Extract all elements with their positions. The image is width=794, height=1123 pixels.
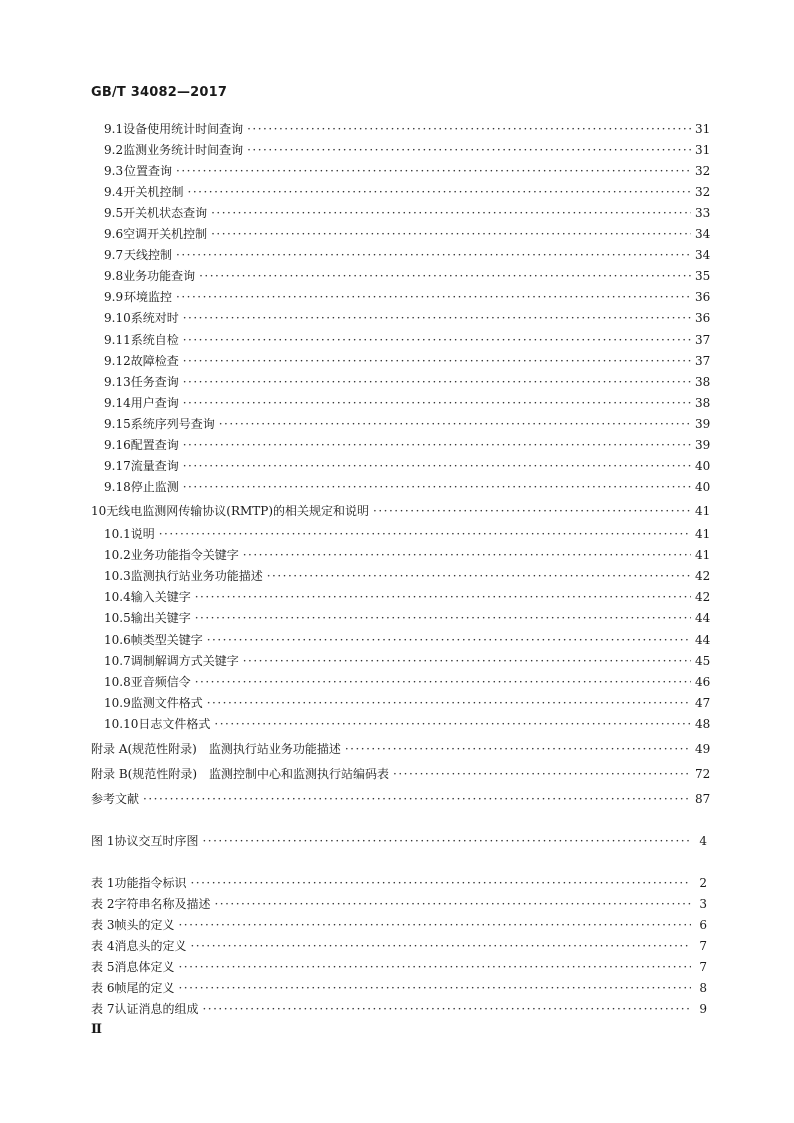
- toc-entry-title: 系统序列号查询: [130, 417, 215, 431]
- toc-entry-number: 10.6: [104, 633, 131, 647]
- toc-entry-title: 位置查询: [123, 164, 172, 178]
- toc-entry-section[interactable]: [104, 204, 711, 222]
- toc-entry-page: 39: [695, 417, 711, 431]
- leader-dots: [207, 694, 691, 712]
- leader-dots: [247, 120, 691, 138]
- leader-dots: [183, 457, 691, 475]
- toc-entry-page: 72: [695, 767, 711, 781]
- toc-entry-page: 41: [695, 527, 711, 541]
- toc-entry-title: 输出关键字: [130, 611, 191, 625]
- toc-entry-number: 9.15: [104, 417, 131, 431]
- toc-entry-title: 用户查询: [130, 396, 179, 410]
- toc-entry-page: 31: [695, 143, 711, 157]
- toc-entry-title: 天线控制: [123, 248, 172, 262]
- toc-entry-page: 42: [695, 590, 711, 604]
- toc-entry-title: 无线电监测网传输协议(RMTP)的相关规定和说明: [106, 504, 370, 518]
- toc-entry-number: 10: [91, 504, 107, 518]
- toc-entry-page: 34: [695, 248, 711, 262]
- toc-entry-section[interactable]: [104, 141, 711, 159]
- leader-dots: [202, 1000, 691, 1018]
- leader-dots: [195, 673, 691, 691]
- toc-entry-section[interactable]: [104, 183, 711, 201]
- leader-dots: [183, 394, 691, 412]
- leader-dots: [195, 609, 691, 627]
- toc-entry-number: 9.9: [104, 290, 124, 304]
- toc-entry-title: 任务查询: [130, 375, 179, 389]
- leader-dots: [178, 979, 691, 997]
- toc-entry-number: 9.2: [104, 143, 124, 157]
- toc-entry-page: 32: [695, 164, 711, 178]
- toc-entry-number: 10.3: [104, 569, 131, 583]
- toc-entry-number: 9.7: [104, 248, 124, 262]
- toc-entry-page: 37: [695, 354, 711, 368]
- leader-dots: [211, 204, 691, 222]
- toc-entry-number: 9.10: [104, 311, 131, 325]
- toc-entry-page: 38: [695, 375, 711, 389]
- toc-entry-section[interactable]: [104, 525, 711, 543]
- toc-entry-page: 42: [695, 569, 711, 583]
- toc-entry-page: 38: [695, 396, 711, 410]
- toc-entry-title: 消息头的定义: [114, 939, 187, 953]
- toc-entry-title: 业务功能指令关键字: [130, 548, 239, 562]
- toc-entry-page: 36: [695, 311, 711, 325]
- toc-entry-number: 表 1: [91, 876, 115, 890]
- toc-entry-page: 36: [695, 290, 711, 304]
- toc-entry-page: 2: [699, 876, 707, 890]
- toc-entry-number: 10.9: [104, 696, 131, 710]
- leader-dots: [195, 588, 691, 606]
- leader-dots: [190, 874, 691, 892]
- toc-entry-section[interactable]: [104, 120, 711, 138]
- leader-dots: [345, 740, 691, 758]
- toc-entry-number: 9.13: [104, 375, 131, 389]
- leader-dots: [183, 331, 691, 349]
- toc-entry-title: 帧尾的定义: [114, 981, 175, 995]
- leader-dots: [214, 715, 691, 733]
- toc-entry-title: 协议交互时序图: [114, 834, 199, 848]
- toc-entry-title: 调制解调方式关键字: [130, 654, 239, 668]
- toc-entry-title: 设备使用统计时间查询: [123, 122, 244, 136]
- toc-entry-title: 参考文献: [91, 792, 140, 806]
- toc-entry-page: 9: [699, 1002, 707, 1016]
- toc-entry-section[interactable]: [104, 436, 711, 454]
- toc-entry-page: 48: [695, 717, 711, 731]
- toc-entry-number: 10.2: [104, 548, 131, 562]
- toc-entry-title: (规范性附录) 监测控制中心和监测执行站编码表: [127, 767, 390, 781]
- leader-dots: [176, 246, 691, 264]
- toc-entry-page: 45: [695, 654, 711, 668]
- toc-entry-number: 9.12: [104, 354, 131, 368]
- leader-dots: [143, 790, 691, 808]
- toc-entry-number: 9.5: [104, 206, 124, 220]
- toc-entry-title: 日志文件格式: [138, 717, 211, 731]
- leader-dots: [183, 309, 691, 327]
- toc-entry-section[interactable]: [104, 267, 711, 285]
- toc-entry-title: 输入关键字: [130, 590, 191, 604]
- toc-entry-number: 10.1: [104, 527, 131, 541]
- toc-entry-number: 表 2: [91, 897, 115, 911]
- toc-entry-title: 停止监测: [130, 480, 179, 494]
- toc-entry-title: 流量查询: [130, 459, 179, 473]
- leader-dots: [211, 225, 691, 243]
- toc-entry-title: 开关机状态查询: [123, 206, 208, 220]
- toc-entry-title: 消息体定义: [114, 960, 175, 974]
- toc-entry-title: 功能指令标识: [114, 876, 187, 890]
- toc-entry-number: 10.8: [104, 675, 131, 689]
- toc-entry-section[interactable]: [104, 694, 711, 712]
- toc-entry-chapter[interactable]: [91, 502, 711, 520]
- toc-entry-section[interactable]: [104, 457, 711, 475]
- toc-entry-number: 表 5: [91, 960, 115, 974]
- toc-entry-section[interactable]: [104, 309, 711, 327]
- toc-entry-page: 46: [695, 675, 711, 689]
- toc-entry-page: 40: [695, 480, 711, 494]
- leader-dots: [373, 502, 691, 520]
- toc-entry-table[interactable]: [91, 916, 707, 934]
- toc-entry-table[interactable]: [91, 895, 707, 913]
- leader-dots: [188, 183, 691, 201]
- toc-entry-title: 空调开关机控制: [123, 227, 208, 241]
- toc-entry-page: 35: [695, 269, 711, 283]
- toc-entry-section[interactable]: [104, 588, 711, 606]
- toc-entry-title: 配置查询: [130, 438, 179, 452]
- toc-entry-page: 41: [695, 504, 711, 518]
- toc-entry-table[interactable]: [91, 958, 707, 976]
- toc-entry-number: 9.17: [104, 459, 131, 473]
- leader-dots: [183, 436, 691, 454]
- toc-entry-page: 47: [695, 696, 711, 710]
- toc-entry-title: 说明: [130, 527, 155, 541]
- toc-entry-page: 37: [695, 333, 711, 347]
- toc-entry-section[interactable]: [104, 162, 711, 180]
- toc-entry-appendix[interactable]: [91, 765, 711, 783]
- toc-entry-title: 系统对时: [130, 311, 179, 325]
- leader-dots: [214, 895, 691, 913]
- toc-entry-page: 39: [695, 438, 711, 452]
- toc-entry-number: 9.4: [104, 185, 124, 199]
- toc-entry-page: 6: [699, 918, 707, 932]
- toc-entry-table[interactable]: [91, 874, 707, 892]
- toc-entry-page: 7: [699, 939, 707, 953]
- toc-entry-section[interactable]: [104, 652, 711, 670]
- toc-entry-title: 监测文件格式: [130, 696, 203, 710]
- leader-dots: [219, 415, 691, 433]
- toc-entry-number: 附录 A: [91, 742, 128, 756]
- toc-entry-page: 31: [695, 122, 711, 136]
- document-code: GB/T 34082—2017: [91, 85, 228, 100]
- leader-dots: [159, 525, 691, 543]
- toc-entry-section[interactable]: [104, 331, 711, 349]
- leader-dots: [178, 958, 691, 976]
- toc-entry-section[interactable]: [104, 225, 711, 243]
- toc-entry-section[interactable]: [104, 715, 711, 733]
- toc-entry-page: 40: [695, 459, 711, 473]
- toc-entry-title: 业务功能查询: [123, 269, 196, 283]
- toc-entry-number: 图 1: [91, 834, 115, 848]
- toc-entry-section[interactable]: [104, 567, 711, 585]
- toc-entry-title: 故障检查: [130, 354, 179, 368]
- toc-entry-section[interactable]: [104, 373, 711, 391]
- toc-entry-page: 7: [699, 960, 707, 974]
- toc-entry-title: 系统自检: [130, 333, 179, 347]
- toc-entry-number: 10.7: [104, 654, 131, 668]
- toc-entry-title: 帧类型关键字: [130, 633, 203, 647]
- toc-entry-table[interactable]: [91, 1000, 707, 1018]
- toc-entry-section[interactable]: [104, 246, 711, 264]
- toc-entry-page: 87: [695, 792, 711, 806]
- toc-entry-number: 9.1: [104, 122, 124, 136]
- leader-dots: [183, 478, 691, 496]
- toc-entry-page: 44: [695, 611, 711, 625]
- toc-entry-number: 9.18: [104, 480, 131, 494]
- leader-dots: [243, 546, 691, 564]
- toc-entry-table[interactable]: [91, 937, 707, 955]
- toc-entry-number: 表 6: [91, 981, 115, 995]
- toc-entry-section[interactable]: [104, 546, 711, 564]
- toc-entry-title: (规范性附录) 监测执行站业务功能描述: [127, 742, 341, 756]
- toc-entry-page: 32: [695, 185, 711, 199]
- toc-entry-title: 认证消息的组成: [114, 1002, 199, 1016]
- toc-entry-references[interactable]: [91, 790, 711, 808]
- toc-entry-figure[interactable]: [91, 832, 707, 850]
- toc-entry-title: 监测业务统计时间查询: [123, 143, 244, 157]
- leader-dots: [199, 267, 691, 285]
- leader-dots: [183, 352, 691, 370]
- toc-entry-section[interactable]: [104, 609, 711, 627]
- leader-dots: [267, 567, 691, 585]
- toc-entry-page: 34: [695, 227, 711, 241]
- toc-entry-number: 表 4: [91, 939, 115, 953]
- toc-entry-number: 10.5: [104, 611, 131, 625]
- leader-dots: [243, 652, 691, 670]
- toc-entry-page: 33: [695, 206, 711, 220]
- toc-entry-section[interactable]: [104, 352, 711, 370]
- toc-entry-title: 环境监控: [123, 290, 172, 304]
- toc-entry-section[interactable]: [104, 288, 711, 306]
- page-number: Ⅱ: [91, 1022, 102, 1037]
- toc-entry-number: 表 3: [91, 918, 115, 932]
- leader-dots: [176, 288, 691, 306]
- toc-entry-number: 10.4: [104, 590, 131, 604]
- toc-entry-title: 监测执行站业务功能描述: [130, 569, 263, 583]
- leader-dots: [207, 631, 691, 649]
- leader-dots: [190, 937, 691, 955]
- toc-entry-section[interactable]: [104, 631, 711, 649]
- toc-entry-number: 10.10: [104, 717, 139, 731]
- toc-entry-number: 9.11: [104, 333, 131, 347]
- toc-entry-title: 开关机控制: [123, 185, 184, 199]
- toc-entry-page: 3: [699, 897, 707, 911]
- toc-entry-number: 9.6: [104, 227, 124, 241]
- toc-entry-page: 4: [699, 834, 707, 848]
- toc-entry-page: 8: [699, 981, 707, 995]
- leader-dots: [202, 832, 691, 850]
- leader-dots: [183, 373, 691, 391]
- leader-dots: [178, 916, 691, 934]
- toc-entry-number: 9.8: [104, 269, 124, 283]
- toc-entry-appendix[interactable]: [91, 740, 711, 758]
- toc-entry-number: 附录 B: [91, 767, 128, 781]
- toc-entry-page: 41: [695, 548, 711, 562]
- leader-dots: [247, 141, 691, 159]
- toc-entry-section[interactable]: [104, 478, 711, 496]
- toc-entry-title: 亚音频信令: [130, 675, 191, 689]
- toc-entry-section[interactable]: [104, 673, 711, 691]
- toc-entry-number: 表 7: [91, 1002, 115, 1016]
- toc-entry-page: 49: [695, 742, 711, 756]
- toc-entry-title: 帧头的定义: [114, 918, 175, 932]
- leader-dots: [176, 162, 691, 180]
- toc-entry-number: 9.16: [104, 438, 131, 452]
- toc-entry-title: 字符串名称及描述: [114, 897, 211, 911]
- toc-entry-table[interactable]: [91, 979, 707, 997]
- toc-entry-number: 9.14: [104, 396, 131, 410]
- toc-entry-number: 9.3: [104, 164, 124, 178]
- toc-entry-section[interactable]: [104, 415, 711, 433]
- toc-entry-section[interactable]: [104, 394, 711, 412]
- leader-dots: [393, 765, 691, 783]
- toc-entry-page: 44: [695, 633, 711, 647]
